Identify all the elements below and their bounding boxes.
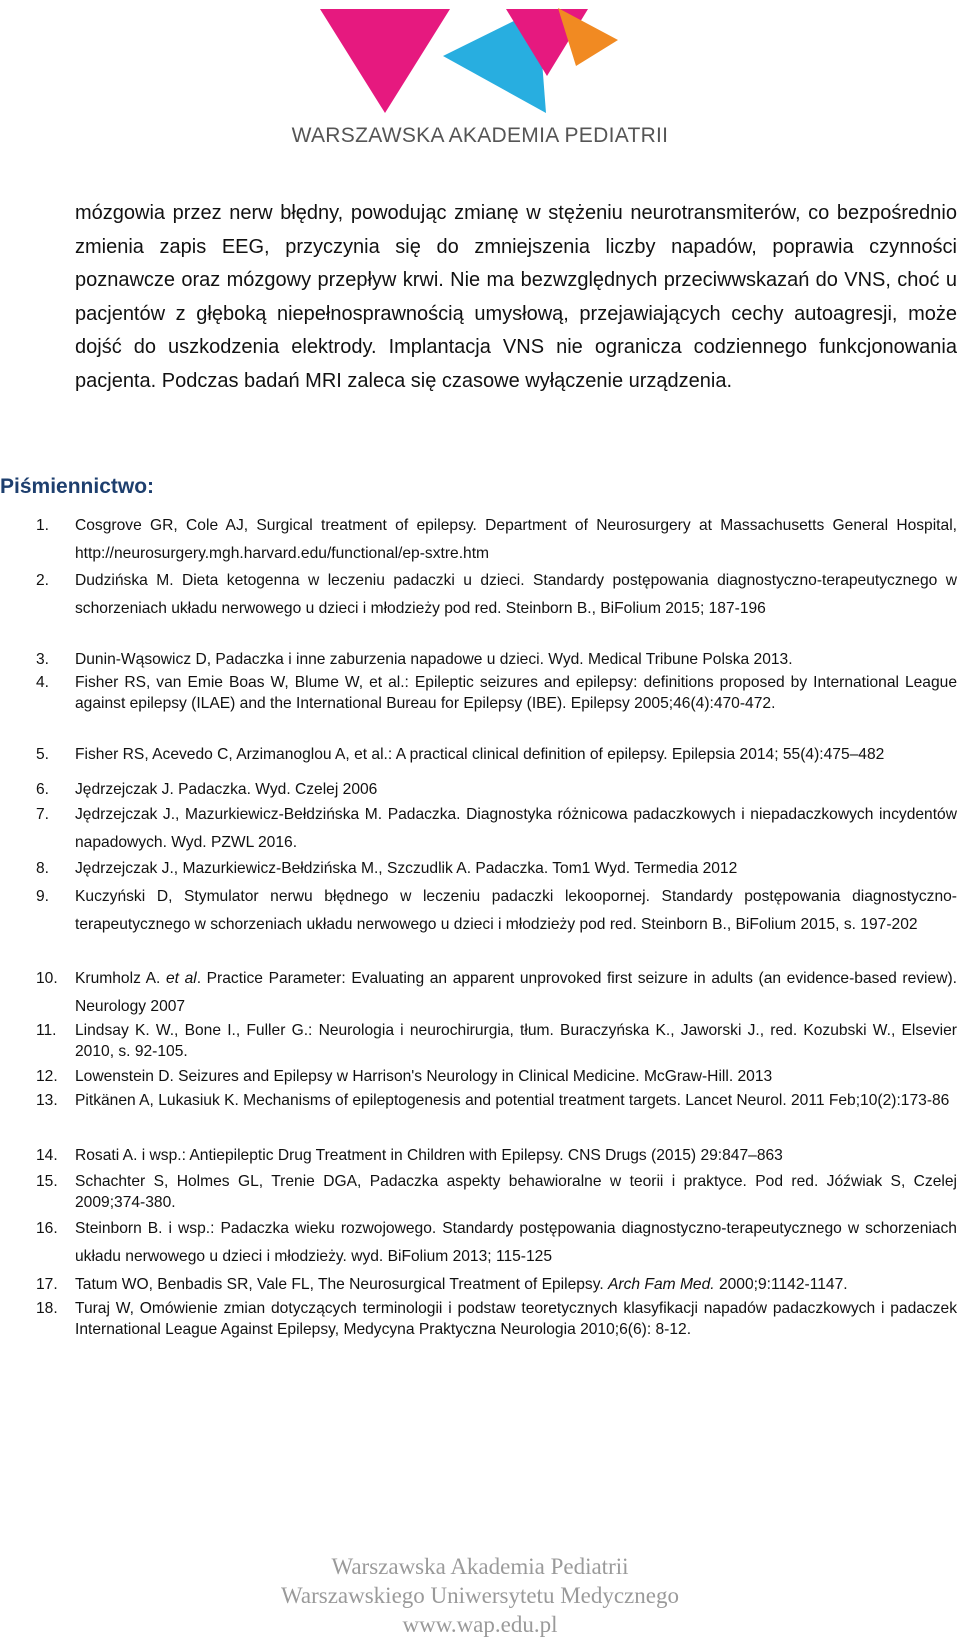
reference-text-italic: et al: [165, 970, 197, 987]
reference-text: Jędrzejczak J., Mazurkiewicz-Bełdzińska M. Padaczka. Diagnostyka różnicowa padaczkowych i niepadaczkowych incydentów napadowych. Wyd. PZWL 2016.: [75, 806, 957, 851]
footer-academy-name: Warszawska Akademia Pediatrii: [331, 1554, 629, 1579]
wap-logo: [318, 6, 638, 124]
reference-text: Cosgrove GR, Cole AJ, Surgical treatment of epilepsy. Department of Neurosurgery at Massachusetts General Hospital, http://neurosurgery.mgh.harvard.edu/functional/ep-sxtre.htm: [75, 517, 957, 562]
reference-number: 3.: [36, 651, 50, 668]
reference-text-before: Tatum WO, Benbadis SR, Vale FL, The Neurosurgical Treatment of Epilepsy.: [75, 1276, 609, 1293]
reference-number: 7.: [36, 806, 50, 823]
reference-text: Fisher RS, Acevedo C, Arzimanoglou A, et al.: A practical clinical definition of epilepsy. Epilepsia 2014; 55(4):475–482: [75, 746, 885, 763]
reference-number: 10.: [36, 970, 58, 987]
reference-number: 18.: [36, 1300, 58, 1317]
reference-number: 11.: [36, 1022, 57, 1039]
reference-text: Steinborn B. i wsp.: Padaczka wieku rozwojowego. Standardy postępowania diagnostyczno-terapeutycznego w schorzeniach układu nerwowego u dzieci i młodzieży. wyd. BiFolium 2013; 115-125: [75, 1220, 957, 1265]
reference-number: 8.: [36, 860, 50, 877]
reference-text-after: 2000;9:1142-1147.: [714, 1276, 848, 1293]
reference-number: 14.: [36, 1147, 58, 1164]
reference-text: Schachter S, Holmes GL, Trenie DGA, Padaczka aspekty behawioralne w teorii i praktyce. Pod red. Jóźwiak S, Czelej 2009;374-380.: [75, 1173, 957, 1211]
footer-website: www.wap.edu.pl: [402, 1612, 558, 1637]
reference-text: Fisher RS, van Emie Boas W, Blume W, et al.: Epileptic seizures and epilepsy: definitions proposed by International League against epilepsy (ILAE) and the International Bureau for Epilepsy (IBE). Epilepsy 2005;46(4):470-472.: [75, 674, 957, 712]
reference-text: Pitkänen A, Lukasiuk K. Mechanisms of epileptogenesis and potential treatment targets. Lancet Neurol. 2011 Feb;10(2):173-86: [75, 1092, 950, 1109]
reference-text: Kuczyński D, Stymulator nerwu błędnego w leczeniu padaczki lekoopornej. Standardy postępowania diagnostyczno-terapeutycznego w schorzeniach układu nerwowego u dzieci i młodzieży pod red. Steinborn B., BiFolium 2015, s. 197-202: [75, 888, 957, 933]
reference-number: 5.: [36, 746, 50, 763]
reference-text: Jędrzejczak J., Mazurkiewicz-Bełdzińska M., Szczudlik A. Padaczka. Tom1 Wyd. Termedia 2012: [75, 860, 738, 877]
page-header: [0, 0, 960, 150]
body-paragraph: mózgowia przez nerw błędny, powodując zmianę w stężeniu neurotransmiterów, co bezpośrednio zmienia zapis EEG, przyczynia się do zmniejszenia liczby napadów, poprawia czynności poznawcze oraz mózgowy przepływ krwi. Nie ma bezwzględnych przeciwwskazań do VNS, choć u pacjentów z głęboką niepełnosprawnością umysłową, przejawiających cechy autoagresji, może dojść do uszkodzenia elektrody. Implantacja VNS nie ogranicza codziennego funkcjonowania pacjenta. Podczas badań MRI zaleca się czasowe wyłączenie urządzenia.: [75, 202, 957, 392]
reference-number: 15.: [36, 1173, 58, 1190]
reference-number: 17.: [36, 1276, 58, 1293]
references-title: Piśmiennictwo:: [0, 475, 155, 498]
reference-text: Rosati A. i wsp.: Antiepileptic Drug Treatment in Children with Epilepsy. CNS Drugs (2015) 29:847–863: [75, 1147, 783, 1164]
reference-text: Lindsay K. W., Bone I., Fuller G.: Neurologia i neurochirurgia, tłum. Buraczyńska K., Jaworski J., red. Kozubski W., Elsevier 2010, s. 92-105.: [75, 1022, 957, 1060]
logo-magenta-triangle: [320, 9, 450, 113]
reference-text: Turaj W, Omówienie zmian dotyczących terminologii i podstaw teoretycznych klasyfikacji napadów padaczkowych i padaczek International League Against Epilepsy, Medycyna Praktyczna Neurologia 2010;6(6): 8-12.: [75, 1300, 957, 1338]
brand-name: WARSZAWSKA AKADEMIA PEDIATRII: [291, 124, 669, 147]
reference-number: 1.: [36, 517, 50, 534]
reference-text: Jędrzejczak J. Padaczka. Wyd. Czelej 2006: [75, 781, 378, 798]
reference-number: 12.: [36, 1068, 58, 1085]
reference-number: 9.: [36, 888, 50, 905]
reference-text-before: Krumholz A.: [75, 970, 166, 987]
reference-number: 16.: [36, 1220, 58, 1237]
page-footer: [0, 1552, 960, 1639]
reference-text: Dudzińska M. Dieta ketogenna w leczeniu padaczki u dzieci. Standardy postępowania diagnostyczno-terapeutycznego w schorzeniach układu nerwowego u dzieci i młodzieży pod red. Steinborn B., BiFolium 2015; 187-196: [75, 572, 957, 617]
reference-number: 6.: [36, 781, 50, 798]
reference-text: [75, 1271, 957, 1299]
logo-orange-triangle: [558, 8, 618, 66]
reference-text: [75, 965, 957, 1020]
footer-university-name: Warszawskiego Uniwersytetu Medycznego: [281, 1583, 679, 1608]
reference-text: Dunin-Wąsowicz D, Padaczka i inne zaburzenia napadowe u dzieci. Wyd. Medical Tribune Polska 2013.: [75, 651, 793, 668]
reference-number: 13.: [36, 1092, 58, 1109]
reference-text-italic: Arch Fam Med.: [608, 1276, 715, 1293]
reference-number: 4.: [36, 674, 50, 691]
reference-text-after: . Practice Parameter: Evaluating an apparent unprovoked first seizure in adults (an evidence-based review). Neurology 2007: [75, 970, 957, 1015]
reference-text: Lowenstein D. Seizures and Epilepsy w Harrison's Neurology in Clinical Medicine. McGraw-Hill. 2013: [75, 1068, 773, 1085]
reference-number: 2.: [36, 572, 50, 589]
